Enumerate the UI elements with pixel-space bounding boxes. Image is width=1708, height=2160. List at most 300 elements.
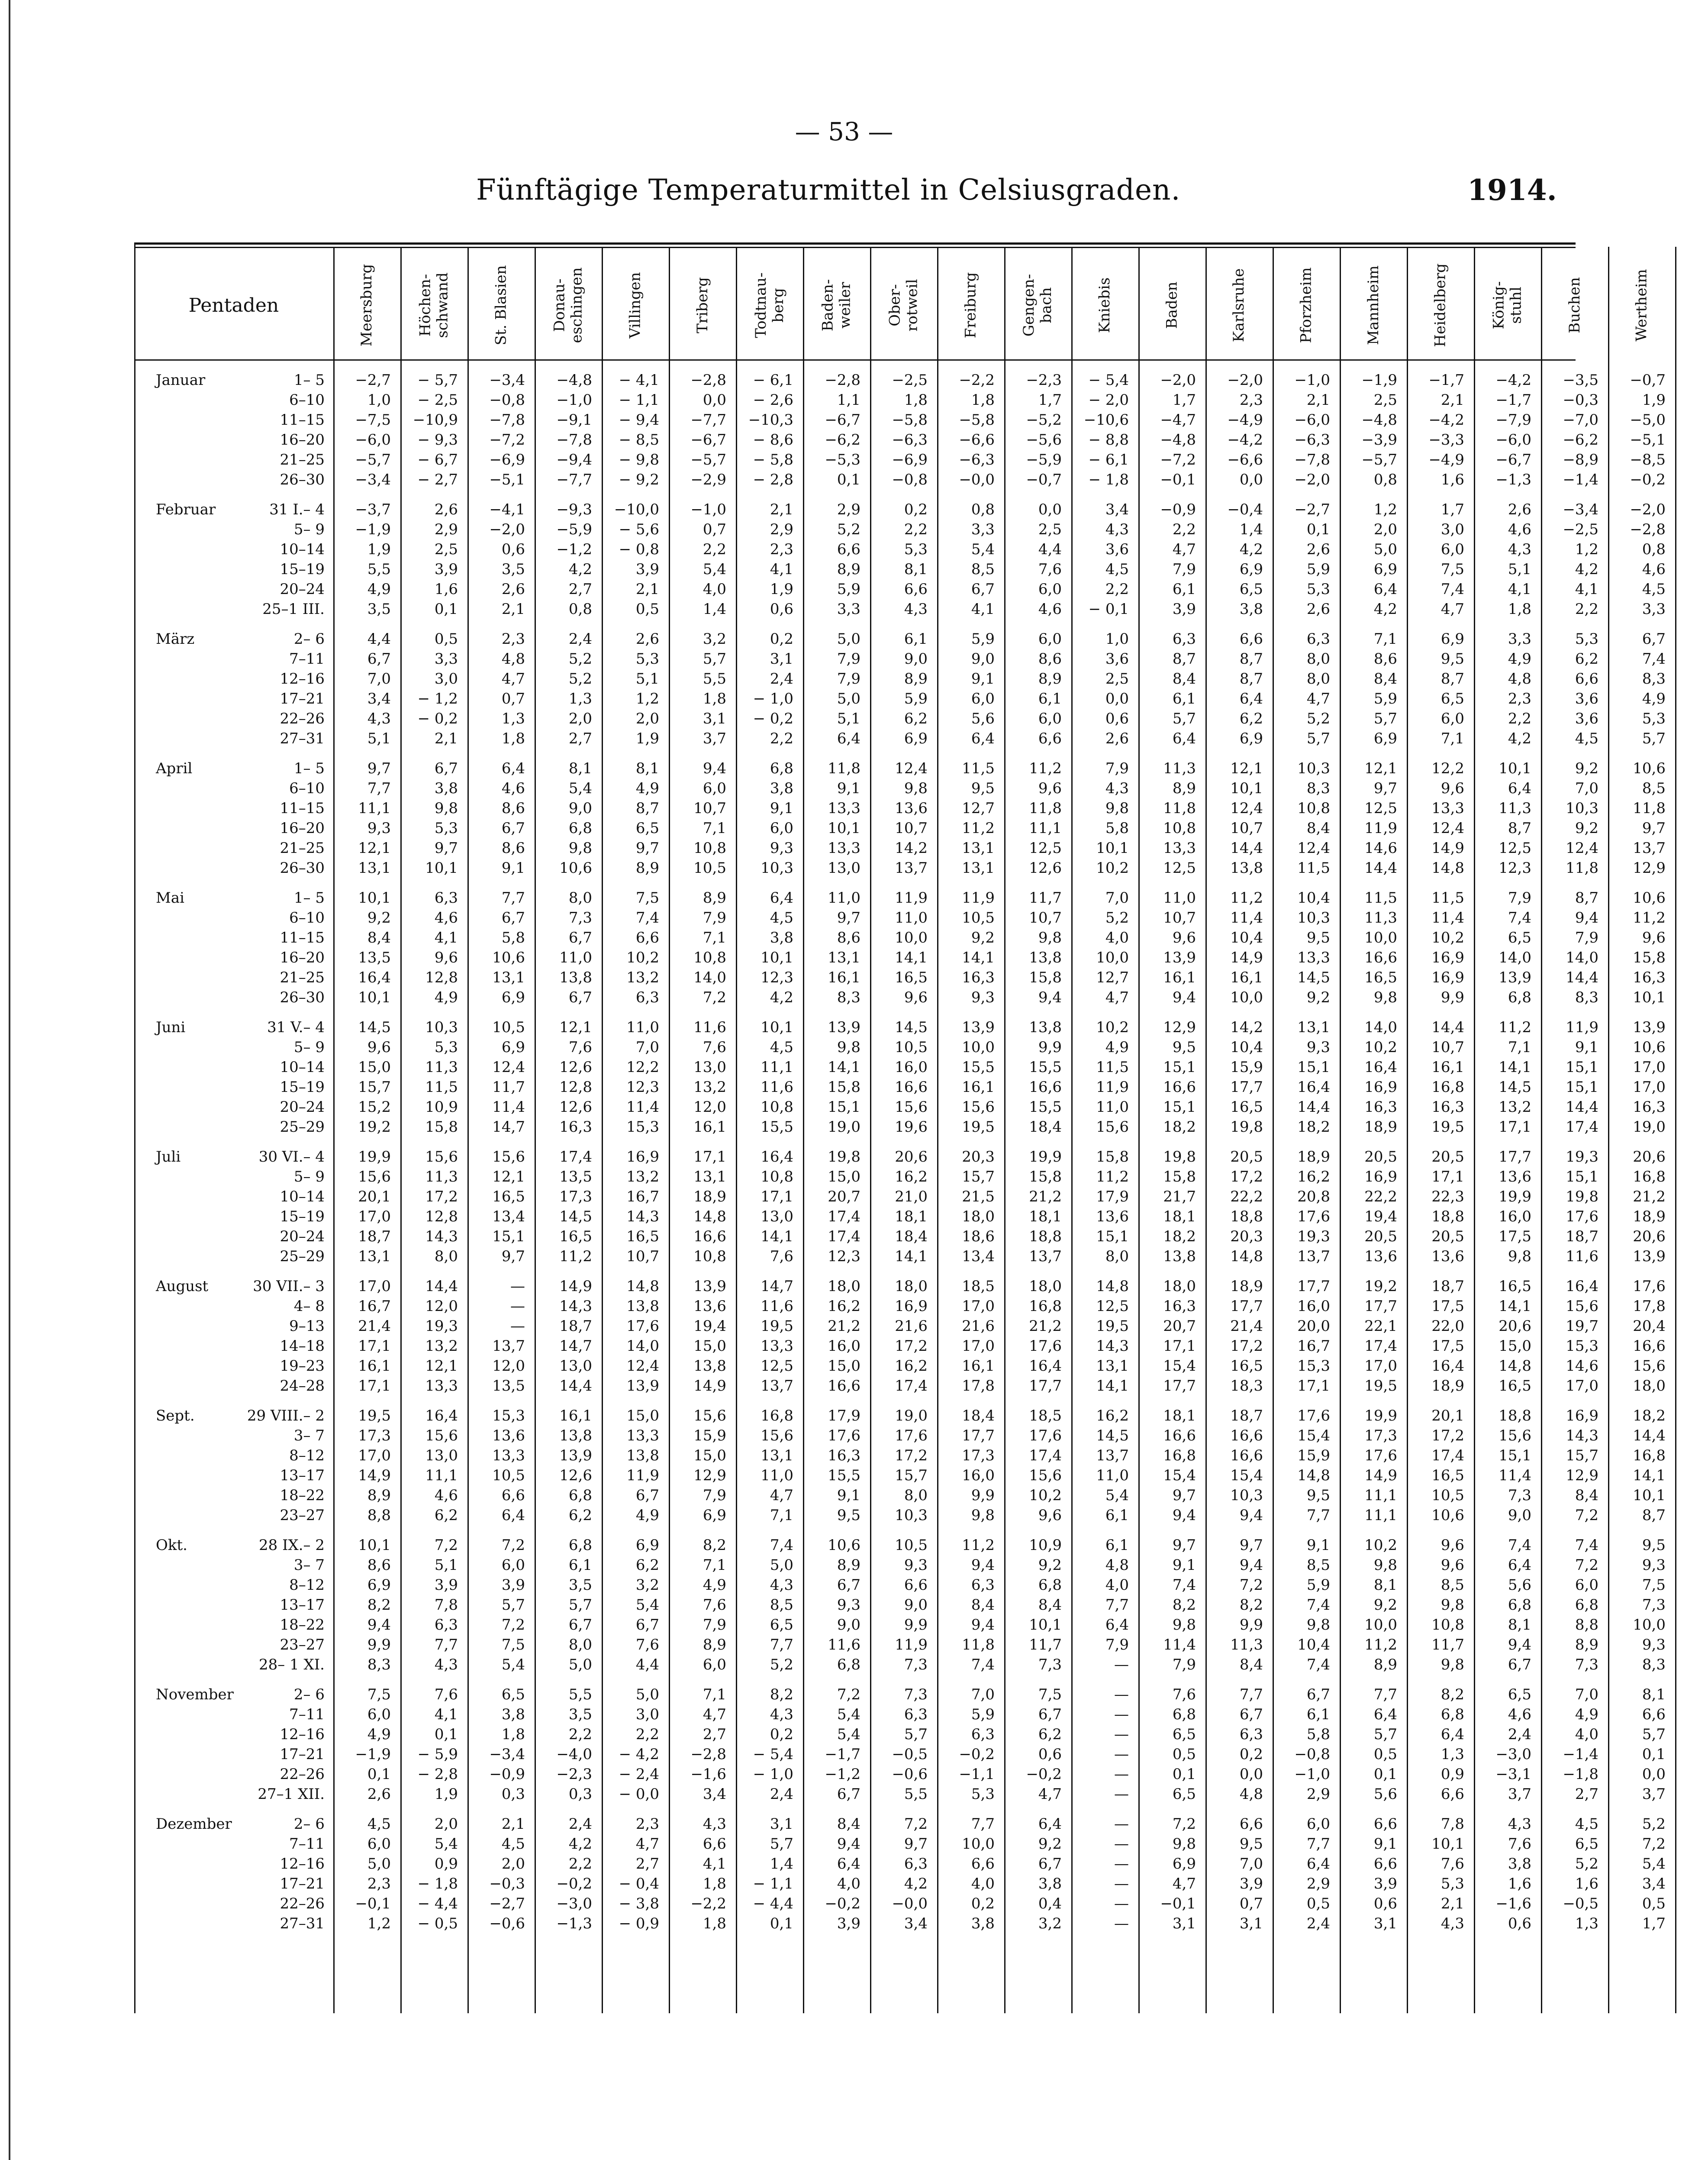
temperature-cell: 18,2	[1163, 1118, 1196, 1136]
temperature-cell: 1,3	[1575, 1915, 1598, 1932]
temperature-cell: 5,4	[501, 1656, 525, 1673]
temperature-cell: 16,5	[895, 969, 928, 986]
pentade-label: 28– 1 XI.	[259, 1656, 325, 1673]
temperature-cell: 11,5	[1431, 889, 1464, 907]
temperature-cell: 8,2	[770, 1686, 793, 1703]
temperature-cell: −3,7	[355, 501, 391, 518]
station-header	[1541, 252, 1608, 358]
temperature-cell: 2,1	[635, 581, 659, 598]
temperature-cell: 5,1	[434, 1556, 458, 1574]
temperature-cell: 2,2	[1105, 581, 1129, 598]
temperature-cell: 11,2	[1633, 909, 1666, 927]
temperature-cell: 11,3	[425, 1059, 458, 1076]
table-row	[134, 1406, 1666, 1426]
temperature-cell: 17,1	[693, 1148, 726, 1166]
temperature-cell: 6,7	[1508, 1656, 1531, 1673]
temperature-cell: 12,4	[1566, 839, 1598, 857]
temperature-cell: −6,0	[1294, 411, 1330, 429]
temperature-cell: 5,7	[1642, 1726, 1666, 1743]
pentade-label: 9–13	[289, 1317, 325, 1335]
temperature-cell: 10,0	[1633, 1616, 1666, 1634]
temperature-cell: 10,4	[1297, 889, 1330, 907]
temperature-cell: 7,7	[501, 889, 525, 907]
temperature-cell: 7,7	[434, 1636, 458, 1653]
temperature-cell: 3,5	[568, 1706, 592, 1723]
temperature-cell: 14,8	[693, 1208, 726, 1225]
temperature-cell: −5,7	[355, 451, 391, 468]
pentade-label: 20–24	[280, 1228, 325, 1245]
temperature-cell: − 1,8	[417, 1875, 458, 1892]
temperature-cell: 8,0	[434, 1248, 458, 1265]
temperature-cell: 10,1	[358, 1537, 391, 1554]
temperature-cell: 9,7	[635, 839, 659, 857]
temperature-cell: 18,9	[1297, 1148, 1330, 1166]
table-row	[134, 1784, 1666, 1804]
temperature-cell: 7,9	[703, 1487, 726, 1504]
temperature-cell: 8,0	[1306, 650, 1330, 668]
temperature-cell: 6,9	[904, 730, 928, 747]
temperature-cell: 7,2	[904, 1815, 928, 1833]
temperature-cell: 9,2	[1038, 1556, 1062, 1574]
temperature-cell: 6,6	[837, 541, 860, 558]
temperature-cell: 7,3	[568, 909, 592, 927]
temperature-cell: 11,3	[1163, 760, 1196, 777]
station-name: Triberg	[693, 277, 711, 333]
temperature-cell: 15,4	[1163, 1357, 1196, 1375]
temperature-cell: 13,0	[693, 1059, 726, 1076]
temperature-cell: 3,0	[635, 1706, 659, 1723]
temperature-cell: 14,1	[895, 1248, 928, 1265]
temperature-cell: 1,4	[703, 601, 726, 618]
temperature-cell: 14,9	[1364, 1467, 1397, 1484]
pentade-label: 1– 5	[293, 760, 325, 777]
temperature-cell: − 5,7	[417, 371, 458, 389]
temperature-cell: 5,2	[1105, 909, 1129, 927]
temperature-cell: 6,3	[1306, 630, 1330, 648]
temperature-cell: 6,9	[1172, 1855, 1196, 1873]
temperature-cell: 1,7	[1038, 391, 1062, 409]
table-row	[134, 1017, 1666, 1037]
temperature-cell: 9,2	[1575, 760, 1598, 777]
temperature-cell: 5,7	[1306, 730, 1330, 747]
temperature-cell: 0,5	[434, 630, 458, 648]
temperature-cell: 16,8	[1029, 1298, 1062, 1315]
temperature-cell: 4,3	[1508, 541, 1531, 558]
temperature-cell: 8,7	[1575, 889, 1598, 907]
table-row	[134, 1207, 1666, 1227]
temperature-cell: 15,1	[1297, 1059, 1330, 1076]
temperature-cell: 5,7	[1172, 710, 1196, 727]
temperature-cell: 0,5	[635, 601, 659, 618]
pentade-label: 14–18	[280, 1337, 325, 1355]
station-name: Buchen	[1566, 277, 1583, 333]
pentade-label: 16–20	[280, 949, 325, 966]
temperature-cell: 7,8	[434, 1596, 458, 1614]
temperature-cell: 14,4	[1364, 859, 1397, 877]
temperature-cell: 20,5	[1364, 1228, 1397, 1245]
temperature-cell: 0,6	[1373, 1895, 1397, 1912]
temperature-cell: 17,6	[1029, 1337, 1062, 1355]
temperature-cell: 6,8	[837, 1656, 860, 1673]
temperature-cell: 5,3	[1642, 710, 1666, 727]
temperature-cell: 15,9	[693, 1427, 726, 1444]
station-header	[669, 252, 736, 358]
temperature-cell: 6,8	[568, 1537, 592, 1554]
temperature-cell: 15,0	[828, 1168, 860, 1185]
temperature-cell: 9,7	[367, 760, 391, 777]
temperature-cell: 13,6	[1499, 1168, 1531, 1185]
temperature-cell: 16,4	[1431, 1357, 1464, 1375]
temperature-cell: 1,9	[1642, 391, 1666, 409]
temperature-cell: 20,5	[1364, 1148, 1397, 1166]
temperature-cell: 13,5	[358, 949, 391, 966]
temperature-cell: 6,9	[501, 989, 525, 1006]
temperature-cell: 0,5	[1373, 1746, 1397, 1763]
temperature-cell: 8,6	[501, 839, 525, 857]
temperature-cell: 2,5	[1373, 391, 1397, 409]
temperature-cell: 17,1	[358, 1337, 391, 1355]
month-label: Sept.	[156, 1407, 195, 1424]
temperature-cell: 8,5	[1642, 780, 1666, 797]
temperature-cell: 2,0	[635, 710, 659, 727]
temperature-cell: 17,6	[1029, 1427, 1062, 1444]
station-name: Meersburg	[358, 264, 376, 346]
temperature-cell: 6,5	[770, 1616, 793, 1634]
temperature-cell: 7,1	[770, 1507, 793, 1524]
temperature-cell: 6,2	[1038, 1726, 1062, 1743]
temperature-cell: 16,4	[358, 969, 391, 986]
temperature-cell: 10,3	[1297, 909, 1330, 927]
temperature-cell: 16,3	[828, 1447, 860, 1464]
temperature-cell: 0,1	[1373, 1766, 1397, 1783]
temperature-cell: 17,7	[1029, 1377, 1062, 1395]
temperature-cell: −2,8	[690, 371, 726, 389]
temperature-cell: 16,4	[761, 1148, 793, 1166]
temperature-cell: −9,1	[556, 411, 592, 429]
temperature-cell: 16,6	[693, 1228, 726, 1245]
pentade-label: 31 V.– 4	[267, 1019, 325, 1036]
temperature-cell: 9,0	[837, 1616, 860, 1634]
temperature-cell: 6,3	[1172, 630, 1196, 648]
temperature-cell: 7,0	[1239, 1855, 1263, 1873]
temperature-cell: −1,4	[1563, 1746, 1598, 1763]
pentade-label: 16–20	[280, 431, 325, 449]
pentade-label: 10–14	[280, 1059, 325, 1076]
temperature-cell: 13,9	[962, 1019, 995, 1036]
temperature-cell: 5,0	[770, 1556, 793, 1574]
temperature-cell: 16,2	[1096, 1407, 1129, 1424]
temperature-cell: 11,5	[425, 1078, 458, 1096]
temperature-cell: 14,4	[1566, 969, 1598, 986]
temperature-cell: 6,3	[971, 1726, 995, 1743]
temperature-cell: 6,0	[703, 780, 726, 797]
temperature-cell: 11,0	[626, 1019, 659, 1036]
table-row	[134, 689, 1666, 709]
temperature-cell: 14,3	[1096, 1337, 1129, 1355]
temperature-cell: 13,1	[828, 949, 860, 966]
temperature-cell: 11,1	[425, 1467, 458, 1484]
temperature-cell: 8,7	[1441, 670, 1464, 688]
table-row	[134, 968, 1666, 988]
temperature-cell: 9,0	[904, 650, 928, 668]
temperature-cell: 8,0	[1306, 670, 1330, 688]
temperature-cell: 15,1	[492, 1228, 525, 1245]
temperature-cell: 16,9	[626, 1148, 659, 1166]
temperature-cell: −0,9	[1160, 501, 1196, 518]
temperature-cell: −6,3	[892, 431, 928, 449]
table-row	[134, 798, 1666, 818]
temperature-cell: −1,0	[1294, 1766, 1330, 1783]
temperature-cell: −2,0	[1227, 371, 1263, 389]
temperature-cell: −3,1	[1495, 1766, 1531, 1783]
temperature-cell: 9,9	[367, 1636, 391, 1653]
table-row	[134, 1685, 1666, 1705]
temperature-cell: −0,2	[1026, 1766, 1062, 1783]
temperature-cell: 2,6	[434, 501, 458, 518]
temperature-cell: 10,5	[895, 1537, 928, 1554]
temperature-cell: 1,8	[971, 391, 995, 409]
temperature-cell: −2,8	[825, 371, 860, 389]
pentade-label: 21–25	[280, 969, 325, 986]
table-row	[134, 520, 1666, 539]
temperature-cell: 11,4	[1431, 909, 1464, 927]
table-row	[134, 629, 1666, 649]
temperature-cell: 16,3	[962, 969, 995, 986]
table-row	[134, 1316, 1666, 1336]
temperature-cell: 11,1	[1364, 1487, 1397, 1504]
temperature-cell: 6,0	[703, 1656, 726, 1673]
temperature-cell: 16,8	[1633, 1447, 1666, 1464]
temperature-cell: 14,3	[559, 1298, 592, 1315]
temperature-cell: 11,8	[1029, 800, 1062, 817]
temperature-cell: 3,8	[434, 780, 458, 797]
temperature-cell: 6,5	[501, 1686, 525, 1703]
temperature-cell: −5,6	[1026, 431, 1062, 449]
temperature-cell: −6,9	[489, 451, 525, 468]
pentade-label: 26–30	[280, 989, 325, 1006]
temperature-cell: 11,7	[1029, 889, 1062, 907]
temperature-cell: 8,1	[568, 760, 592, 777]
temperature-cell: 2,2	[1172, 521, 1196, 538]
temperature-cell: 12,3	[1499, 859, 1531, 877]
pentade-label: 17–21	[280, 1875, 325, 1892]
temperature-cell: 16,3	[1364, 1098, 1397, 1116]
temperature-cell: 14,9	[358, 1467, 391, 1484]
temperature-cell: 17,1	[761, 1188, 793, 1205]
temperature-cell: 6,9	[1373, 561, 1397, 578]
temperature-cell: 3,4	[1642, 1875, 1666, 1892]
temperature-cell: 6,6	[703, 1835, 726, 1853]
temperature-cell: 10,3	[761, 859, 793, 877]
temperature-cell: 1,6	[1575, 1875, 1598, 1892]
pentade-label: 29 VIII.– 2	[247, 1407, 325, 1424]
temperature-cell: 20,6	[1499, 1317, 1531, 1335]
temperature-cell: −10,0	[614, 501, 659, 518]
temperature-cell: −1,7	[825, 1746, 860, 1763]
temperature-cell: 5,6	[1508, 1576, 1531, 1594]
temperature-cell: 16,1	[962, 1078, 995, 1096]
month-label: November	[156, 1686, 234, 1703]
temperature-cell: 7,7	[1239, 1686, 1263, 1703]
temperature-cell: 19,8	[1163, 1148, 1196, 1166]
temperature-cell: 6,7	[568, 1616, 592, 1634]
table-row	[134, 709, 1666, 729]
temperature-cell: 11,6	[828, 1636, 860, 1653]
temperature-cell: 9,7	[904, 1835, 928, 1853]
temperature-cell: 11,2	[559, 1248, 592, 1265]
temperature-cell: 7,4	[1508, 1537, 1531, 1554]
temperature-cell: −4,8	[1160, 431, 1196, 449]
temperature-cell: 1,9	[635, 730, 659, 747]
temperature-cell: 10,7	[693, 800, 726, 817]
temperature-cell: 7,6	[1172, 1686, 1196, 1703]
month-label: Juni	[156, 1019, 186, 1036]
table-row	[134, 430, 1666, 450]
temperature-cell: 13,3	[492, 1447, 525, 1464]
temperature-cell: 6,1	[568, 1556, 592, 1574]
temperature-cell: −3,4	[489, 371, 525, 389]
temperature-cell: 5,7	[568, 1596, 592, 1614]
temperature-cell: 14,1	[828, 1059, 860, 1076]
temperature-cell: 16,9	[1364, 1078, 1397, 1096]
temperature-cell: 9,4	[971, 1556, 995, 1574]
temperature-cell: 14,2	[895, 839, 928, 857]
pentade-label: 30 VII.– 3	[253, 1278, 325, 1295]
temperature-cell: 13,6	[1364, 1248, 1397, 1265]
temperature-cell: 6,6	[1239, 630, 1263, 648]
temperature-cell: 2,1	[501, 601, 525, 618]
temperature-cell: − 1,0	[753, 1766, 793, 1783]
station-header	[1340, 252, 1407, 358]
temperature-cell: 16,5	[1431, 1467, 1464, 1484]
temperature-cell: −2,7	[489, 1895, 525, 1912]
temperature-cell: −6,7	[1495, 451, 1531, 468]
temperature-cell: 17,0	[1566, 1377, 1598, 1395]
temperature-cell: 3,6	[1575, 690, 1598, 707]
temperature-cell: —	[1114, 1915, 1129, 1932]
temperature-cell: −2,9	[690, 471, 726, 488]
temperature-cell: 5,3	[434, 820, 458, 837]
table-row	[134, 1635, 1666, 1655]
temperature-cell: 16,5	[626, 1228, 659, 1245]
temperature-cell: 17,7	[1230, 1298, 1263, 1315]
temperature-cell: 17,5	[1431, 1298, 1464, 1315]
temperature-cell: 0,8	[1642, 541, 1666, 558]
temperature-cell: 9,7	[837, 909, 860, 927]
temperature-cell: 7,3	[904, 1656, 928, 1673]
temperature-cell: 9,2	[1038, 1835, 1062, 1853]
temperature-cell: 0,3	[568, 1785, 592, 1803]
temperature-cell: 9,5	[1306, 929, 1330, 946]
temperature-cell: 5,9	[904, 690, 928, 707]
temperature-cell: 17,4	[559, 1148, 592, 1166]
temperature-cell: 2,0	[501, 1855, 525, 1873]
temperature-cell: 16,0	[895, 1059, 928, 1076]
temperature-cell: —	[1114, 1895, 1129, 1912]
temperature-cell: 14,0	[693, 969, 726, 986]
temperature-cell: 20,5	[1431, 1148, 1464, 1166]
temperature-cell: 13,8	[559, 1427, 592, 1444]
temperature-cell: 12,1	[358, 839, 391, 857]
temperature-cell: 10,4	[1297, 1636, 1330, 1653]
pentade-label: 22–26	[280, 710, 325, 727]
temperature-cell: 18,1	[1163, 1407, 1196, 1424]
temperature-cell: 13,0	[559, 1357, 592, 1375]
temperature-cell: 7,2	[837, 1686, 860, 1703]
temperature-cell: 12,6	[1029, 859, 1062, 877]
temperature-cell: 1,6	[1441, 471, 1464, 488]
temperature-cell: 17,7	[1297, 1278, 1330, 1295]
temperature-cell: 4,5	[1642, 581, 1666, 598]
temperature-cell: 14,8	[1297, 1467, 1330, 1484]
temperature-cell: 5,2	[837, 521, 860, 538]
temperature-cell: 15,8	[425, 1118, 458, 1136]
temperature-cell: 2,9	[1306, 1785, 1330, 1803]
temperature-cell: 4,3	[904, 601, 928, 618]
station-name: St. Blasien	[492, 265, 510, 345]
station-header	[1205, 252, 1273, 358]
temperature-cell: 8,9	[635, 859, 659, 877]
temperature-cell: 16,8	[1163, 1447, 1196, 1464]
table-row	[134, 729, 1666, 749]
temperature-cell: 8,1	[1373, 1576, 1397, 1594]
temperature-cell: 7,3	[1508, 1487, 1531, 1504]
temperature-cell: 3,8	[971, 1915, 995, 1932]
temperature-cell: 5,7	[501, 1596, 525, 1614]
temperature-cell: 2,4	[770, 1785, 793, 1803]
temperature-cell: 12,6	[559, 1467, 592, 1484]
temperature-cell: 7,0	[635, 1039, 659, 1056]
temperature-cell: 7,2	[501, 1537, 525, 1554]
temperature-cell: 15,0	[693, 1447, 726, 1464]
temperature-cell: 2,6	[1306, 541, 1330, 558]
temperature-cell: 3,7	[1642, 1785, 1666, 1803]
temperature-cell: −2,0	[1160, 371, 1196, 389]
temperature-cell: 4,9	[635, 1507, 659, 1524]
temperature-cell: 18,9	[693, 1188, 726, 1205]
temperature-cell: 8,9	[703, 889, 726, 907]
pentade-label: 20–24	[280, 581, 325, 598]
temperature-cell: 6,4	[1508, 780, 1531, 797]
temperature-cell: 6,2	[635, 1556, 659, 1574]
temperature-cell: 18,0	[1633, 1377, 1666, 1395]
temperature-cell: 7,5	[1642, 1576, 1666, 1594]
station-name: Baden- weiler	[819, 279, 854, 331]
station-name: Kniebis	[1096, 277, 1114, 333]
temperature-cell: 10,8	[761, 1098, 793, 1116]
temperature-cell: 4,8	[1239, 1785, 1263, 1803]
temperature-cell: 0,1	[1642, 1746, 1666, 1763]
temperature-cell: 0,1	[1172, 1766, 1196, 1783]
temperature-cell: 14,2	[1230, 1019, 1263, 1036]
temperature-cell: 13,8	[626, 1298, 659, 1315]
temperature-cell: 9,3	[971, 989, 995, 1006]
temperature-cell: 7,1	[703, 929, 726, 946]
temperature-cell: 6,5	[635, 820, 659, 837]
temperature-cell: 13,7	[895, 859, 928, 877]
temperature-cell: 6,5	[1239, 581, 1263, 598]
month-label: Juli	[156, 1148, 181, 1166]
temperature-cell: 7,7	[1306, 1507, 1330, 1524]
temperature-cell: 15,6	[962, 1098, 995, 1116]
temperature-cell: 6,4	[971, 730, 995, 747]
temperature-cell: −0,8	[1294, 1746, 1330, 1763]
temperature-cell: 14,1	[1499, 1298, 1531, 1315]
temperature-cell: 13,2	[1499, 1098, 1531, 1116]
temperature-cell: 11,4	[1230, 909, 1263, 927]
table-row	[134, 1057, 1666, 1077]
temperature-cell: 5,3	[1441, 1875, 1464, 1892]
